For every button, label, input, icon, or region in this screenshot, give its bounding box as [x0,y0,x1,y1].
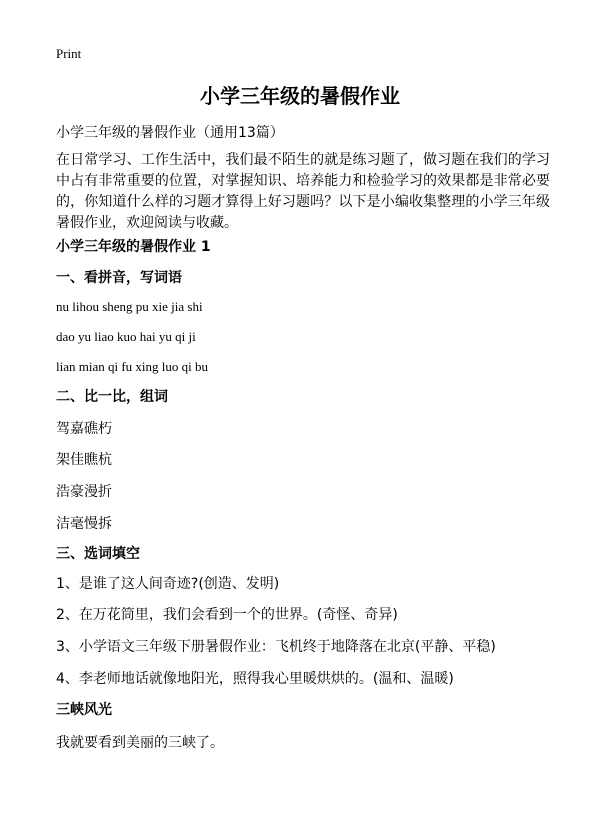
pinyin-line: dao yu liao kuo hai yu qi ji [56,329,196,344]
part1-heading: 一、看拼音，写词语 [56,270,182,286]
fill-question: 1、是谁了这人间奇迹?(创造、发明) [56,576,280,592]
part2-heading: 二、比一比，组词 [56,389,168,405]
passage-line: 我就要看到美丽的三峡了。 [56,735,224,751]
word-group: 架佳瞧杭 [56,452,112,468]
pinyin-line: lian mian qi fu xing luo qi bu [56,359,209,374]
document-subtitle: 小学三年级的暑假作业（通用13篇） [56,125,284,141]
fill-question: 3、小学语文三年级下册暑假作业：飞机终于地降落在北京(平静、平稳) [56,639,496,655]
part4-heading: 三峡风光 [56,702,112,718]
section-heading: 小学三年级的暑假作业 1 [56,239,211,255]
word-group: 洁毫慢拆 [56,516,112,532]
part3-heading: 三、选词填空 [56,546,140,562]
word-group: 驾嘉礁朽 [56,421,112,437]
print-label: Print [56,46,82,61]
document-title: 小学三年级的暑假作业 [200,84,400,108]
fill-question: 4、李老师地话就像地阳光，照得我心里暖烘烘的。(温和、温暖) [56,671,454,687]
pinyin-line: nu lihou sheng pu xie jia shi [56,299,203,314]
fill-question: 2、在万花筒里，我们会看到一个的世界。(奇怪、奇异) [56,607,398,623]
intro-paragraph: 在日常学习、工作生活中，我们最不陌生的就是练习题了，做习题在我们的学习中占有非常重要的位置，对掌握知识、培养能力和检验学习的效果都是非常必要的，你知道什么样的习题才算得上好习题吗？以下是小编收集整理的小学三年级暑假作业，欢迎阅读与收藏。 [56,152,550,231]
word-group: 浩豪漫折 [56,484,112,500]
